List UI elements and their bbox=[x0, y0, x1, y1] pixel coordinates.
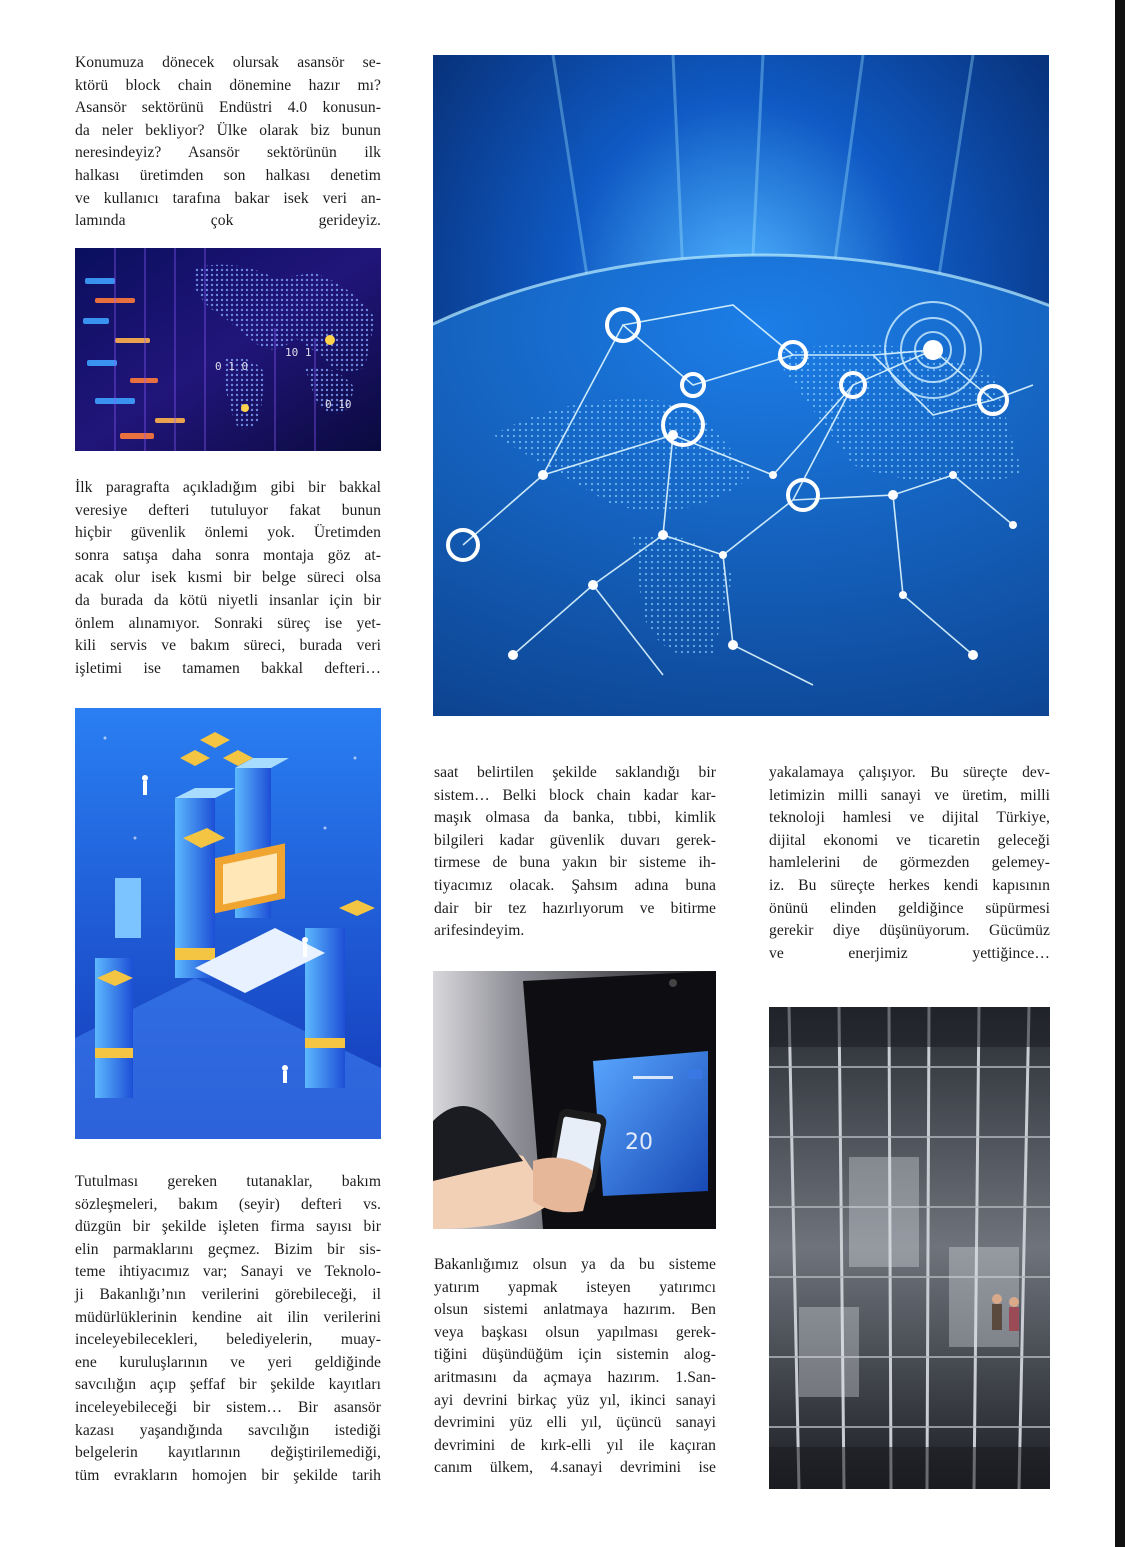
text-line: ji Bakanlığı’nın verilerini görebileceği, il bbox=[75, 1285, 381, 1303]
text-line: canım ülkem, 4.sanayi devrimini ise bbox=[434, 1459, 716, 1477]
text-line: İlk paragrafta açıkladığım gibi bir bakkal bbox=[75, 479, 381, 496]
text-line: da neler bekliyor? Ülke olarak biz bunun bbox=[75, 121, 381, 139]
text-line: teme ihtiyacımız var; Sanayi ve Teknolo- bbox=[75, 1263, 381, 1281]
text-line: hiçbir güvenlik önlemi yok. Üretimden bbox=[75, 524, 381, 542]
text-line: inceleyebileceği bir sistem… Bir asansör bbox=[75, 1398, 381, 1416]
text-line: tiğini düşündüğüm için sistemin alog- bbox=[434, 1346, 716, 1364]
col2-paragraph-2 bbox=[434, 1254, 716, 1480]
text-line: yakalamaya çalışıyor. Bu süreçte dev- bbox=[769, 764, 1050, 781]
text-line: iz. Bu süreçte herkes kendi kapısının bbox=[769, 876, 1050, 894]
phone-kiosk-image bbox=[433, 971, 716, 1229]
text-line: önlem alınamıyor. Sonraki süreç ise yet- bbox=[75, 614, 381, 632]
text-line: belgelerin kayıtlarının değiştirilemediği, bbox=[75, 1444, 381, 1462]
text-line: elin parmaklarını geçmez. Bizim bir sis- bbox=[75, 1240, 381, 1258]
text-line: önünü elinden geldiğince süpürmesi bbox=[769, 899, 1050, 917]
text-line: acak olur isek kısmi bir belge süreci olsa bbox=[75, 569, 381, 587]
text-line: ve enerjimiz yettiğince… bbox=[769, 944, 1050, 962]
text-line: sözleşmeleri, bakım (seyir) defteri vs. bbox=[75, 1195, 381, 1213]
col2-paragraph-1 bbox=[434, 762, 716, 943]
col3-paragraph-1 bbox=[769, 762, 1050, 965]
page-edge-bar bbox=[1115, 0, 1125, 1547]
text-line: tiyacımız olacak. Şahsım adına buna bbox=[434, 876, 716, 894]
world-map-data-image bbox=[75, 248, 381, 451]
text-line: dair bir tez hazırlıyorum ve bitirme bbox=[434, 899, 716, 917]
text-line: Tutulması gereken tutanaklar, bakım bbox=[75, 1173, 381, 1190]
svg-text:0 10: 0 10 bbox=[325, 398, 352, 411]
text-line: kili servis ve bakım süreci, burada veri bbox=[75, 637, 381, 655]
text-line: düzgün bir şekilde işleten firma sayısı bir bbox=[75, 1218, 381, 1236]
svg-text:10 1: 10 1 bbox=[285, 346, 312, 359]
col1-paragraph-3 bbox=[75, 1171, 381, 1487]
svg-text:0 1 0: 0 1 0 bbox=[215, 360, 249, 373]
text-line: ve kullanıcı tarafına bakar isek veri an- bbox=[75, 189, 381, 207]
text-line: teknoloji hamlesi ve dijital Türkiye, bbox=[769, 809, 1050, 827]
text-line: devrimini yüz elli yıl, üçüncü sanayi bbox=[434, 1414, 716, 1432]
text-line: hamlelerini de görmezden gelemey- bbox=[769, 854, 1050, 872]
text-line: devrimini de kırk-elli yıl ile kaçıran bbox=[434, 1436, 716, 1454]
text-line: Bakanlığımız olsun ya da bu sisteme bbox=[434, 1256, 716, 1273]
kiosk-screen-number: 20 bbox=[625, 1130, 653, 1155]
text-line: Asansör sektörünü Endüstri 4.0 konusun- bbox=[75, 99, 381, 117]
text-line: yatırım yapmak isteyen yatırımcı bbox=[434, 1278, 716, 1296]
text-line: ktörü block chain dönemine hazır mı? bbox=[75, 76, 381, 94]
text-line: aritmasını da açmaya hazırım. 1.San- bbox=[434, 1368, 716, 1386]
text-line: ayi devrini birkaç yüz yıl, ikinci sanayi bbox=[434, 1391, 716, 1409]
text-line: maşık olmasa da banka, tıbbi, kimlik bbox=[434, 809, 716, 827]
text-line: inceleyebilecekleri, belediyelerin, muay- bbox=[75, 1331, 381, 1349]
text-line: neresindeyiz? Asansör sektörünün ilk bbox=[75, 144, 381, 162]
col1-paragraph-2 bbox=[75, 477, 381, 680]
text-line: gerekir diye düşünüyorum. Gücümüz bbox=[769, 922, 1050, 940]
text-line: ene kuruluşlarının ve yeri geldiğinde bbox=[75, 1353, 381, 1371]
text-line: veya başkası olsun yapılması gerek- bbox=[434, 1323, 716, 1341]
text-line: sonra satışa daha sonra montaja göz at- bbox=[75, 546, 381, 564]
text-line: lamında çok gerideyiz. bbox=[75, 212, 381, 230]
text-line: tüm evrakların homojen bir şekilde tarih bbox=[75, 1466, 381, 1484]
text-line: işletimi ise tamamen bakkal defteri… bbox=[75, 659, 381, 677]
text-line: saat belirtilen şekilde saklandığı bir bbox=[434, 764, 716, 781]
text-line: bilgileri kadar güvenlik duvarı gerek- bbox=[434, 831, 716, 849]
elevator-shaft-image bbox=[769, 1007, 1050, 1489]
text-line: veresiye defteri tutuluyor fakat bunun bbox=[75, 501, 381, 519]
text-line: olsun sistemi anlatmaya hazırım. Ben bbox=[434, 1301, 716, 1319]
text-line: dijital ekonomi ve ticaretin geleceği bbox=[769, 831, 1050, 849]
text-line: letimizin milli sanayi ve üretim, milli bbox=[769, 786, 1050, 804]
col1-paragraph-1 bbox=[75, 52, 381, 233]
text-line: arifesindeyim. bbox=[434, 922, 525, 940]
text-line: da burada da kötü niyetli insanlar için bir bbox=[75, 591, 381, 609]
text-line: kazası yaşandığında savcılığın istediği bbox=[75, 1421, 381, 1439]
text-line: tirmese de buna yakın bir sisteme ih- bbox=[434, 854, 716, 872]
text-line: halkası üretimden son halkası denetim bbox=[75, 166, 381, 184]
isometric-data-center-image bbox=[75, 708, 381, 1139]
globe-network-image bbox=[433, 55, 1049, 716]
text-line: sistem… Belki block chain kadar kar- bbox=[434, 786, 716, 804]
text-line: savcılığın açıp şeffaf bir şekilde kayıtları bbox=[75, 1376, 381, 1394]
text-line: müdürlüklerinin kendine ait ilin verilerini bbox=[75, 1308, 381, 1326]
text-line: Konumuza dönecek olursak asansör se- bbox=[75, 54, 381, 71]
